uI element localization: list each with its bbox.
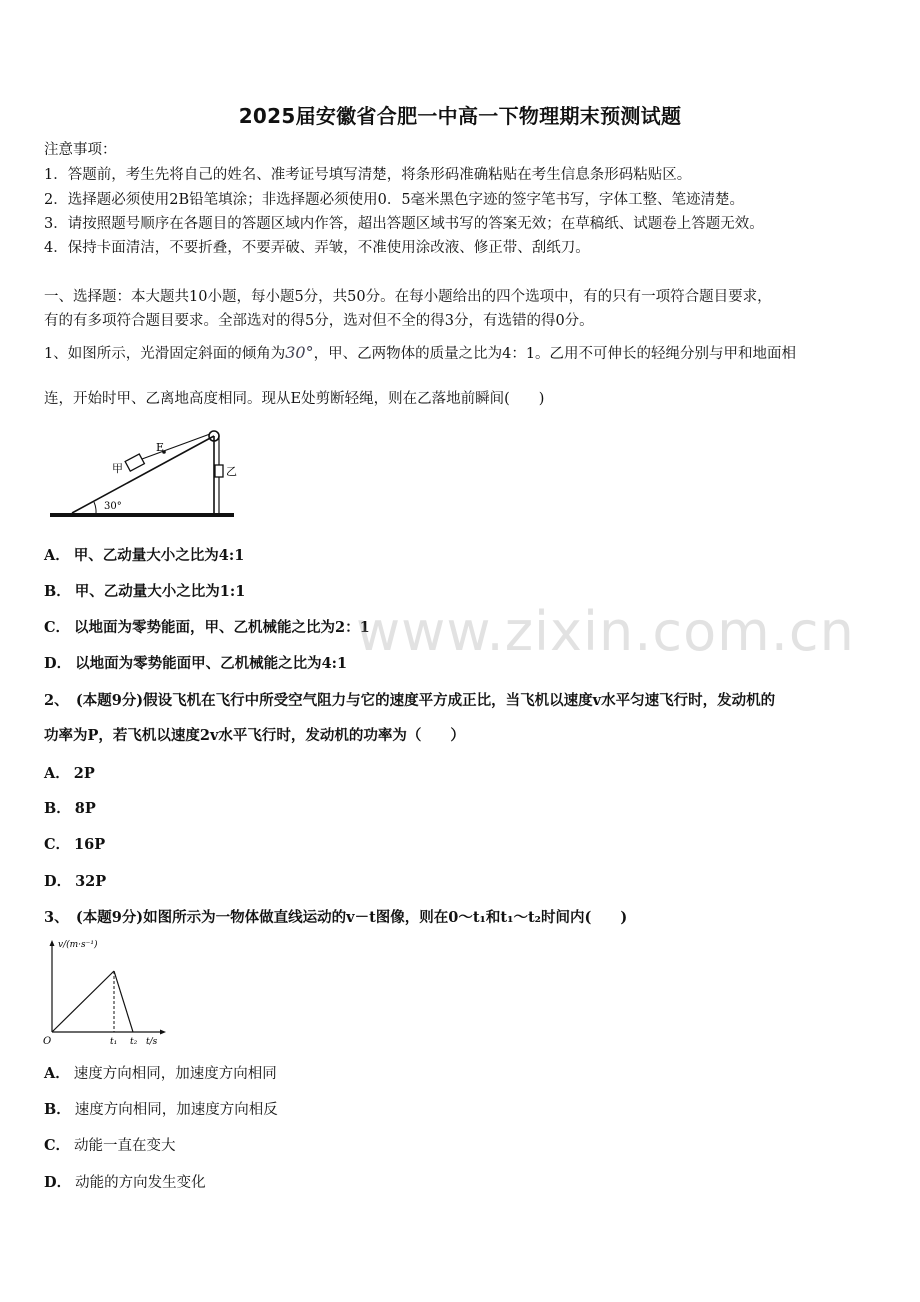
q3-origin: O (43, 1036, 52, 1047)
q1-option-c: C． 以地面为零势能面，甲、乙机械能之比为2：1 (44, 619, 370, 636)
q3-vt-graph (40, 936, 170, 1048)
q3-option-a: A． 速度方向相同，加速度方向相同 (44, 1065, 277, 1082)
q1-option-a: A． 甲、乙动量大小之比为4:1 (44, 547, 245, 564)
q1-label-angle: 30° (104, 501, 122, 512)
notice-item-3: 3．请按照题号顺序在各题目的答题区域内作答，超出答题区域书写的答案无效；在草稿纸、试题卷上答题无效。 (44, 216, 764, 232)
q3-option-d: D． 动能的方向发生变化 (44, 1174, 206, 1191)
q1-line1 (44, 342, 796, 363)
q1-label-jia: 甲 (112, 462, 123, 475)
notice-item-1: 1．答题前，考生先将自己的姓名、准考证号填写清楚，将条形码准确粘贴在考生信息条形码粘贴区。 (44, 167, 692, 183)
q3-xlabel: t/s (146, 1037, 158, 1047)
q1-label-yi: 乙 (226, 465, 237, 478)
q2-line2: 功率为P，若飞机以速度2v水平飞行时，发动机的功率为（ ） (44, 727, 465, 744)
q2-option-b: B． 8P (44, 800, 96, 817)
q2-option-c: C． 16P (44, 836, 106, 853)
page-title: 2025届安徽省合肥一中高一下物理期末预测试题 (238, 104, 682, 128)
q1-incline-figure (42, 425, 242, 525)
q1-option-b: B． 甲、乙动量大小之比为1:1 (44, 583, 246, 600)
q1-line1-a: 1、如图所示，光滑固定斜面的倾角为 (44, 346, 286, 362)
q3-option-b: B． 速度方向相同，加速度方向相反 (44, 1101, 278, 1118)
q3-line1: 3、 (本题9分)如图所示为一物体做直线运动的v－t图像，则在0～t₁和t₁～t₂时间内( ) (44, 909, 628, 926)
q3-option-c: C． 动能一直在变大 (44, 1137, 176, 1154)
q3-t1: t₁ (110, 1037, 118, 1047)
notice-item-4: 4．保持卡面清洁，不要折叠，不要弄破、弄皱，不准使用涂改液、修正带、刮纸刀。 (44, 240, 590, 256)
q2-option-a: A． 2P (44, 765, 95, 782)
q3-t2: t₂ (130, 1037, 138, 1047)
watermark: www.zixin.com.cn (356, 600, 855, 663)
q2-option-d: D． 32P (44, 873, 107, 890)
q2-line1: 2、 (本题9分)假设飞机在飞行中所受空气阻力与它的速度平方成正比，当飞机以速度v水平匀速飞行时，发动机的 (44, 692, 776, 709)
q3-ylabel: v/(m·s⁻¹) (58, 940, 98, 950)
q1-line1-b: ，甲、乙两物体的质量之比为4：1。乙用不可伸长的轻绳分别与甲和地面相 (313, 346, 797, 362)
section-intro-line2: 有的有多项符合题目要求。全部选对的得5分，选对但不全的得3分，有选错的得0分。 (44, 313, 594, 329)
notice-heading: 注意事项： (44, 142, 117, 158)
q1-angle: 30° (285, 343, 314, 362)
section-intro-line1: 一、选择题：本大题共10小题，每小题5分，共50分。在每小题给出的四个选项中，有的只有一项符合题目要求， (44, 289, 772, 305)
q1-label-e: E (156, 441, 165, 454)
notice-item-2: 2．选择题必须使用2B铅笔填涂；非选择题必须使用0．5毫米黑色字迹的签字笔书写，字体工整、笔迹清楚。 (44, 192, 745, 208)
q1-line2: 连，开始时甲、乙离地高度相同。现从E处剪断轻绳，则在乙落地前瞬间( ) (44, 391, 545, 407)
q1-option-d: D． 以地面为零势能面甲、乙机械能之比为4:1 (44, 655, 348, 672)
